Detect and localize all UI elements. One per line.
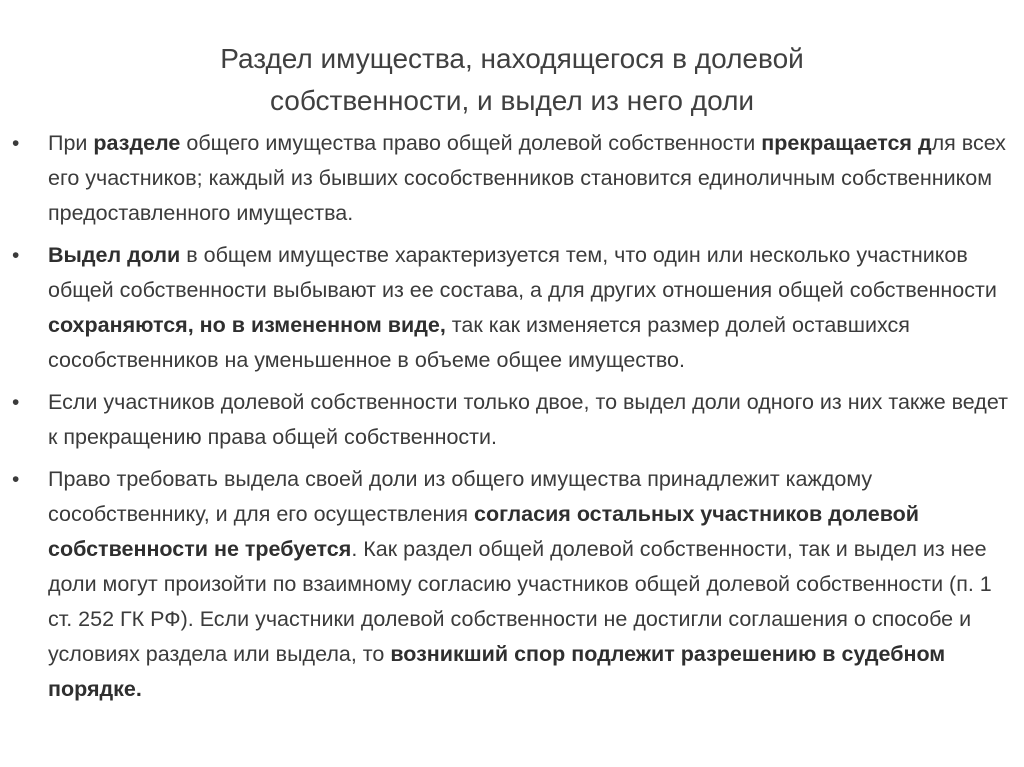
bullet-dot-icon: • <box>12 468 20 491</box>
bullet-two-participants <box>8 385 1012 455</box>
bullet-share-allocation <box>8 238 1012 378</box>
text-run: . Как раздел общей долевой собственности, так и выдел из нее доли могут произойти по взаимному согласию участников общей долевой собственности (п. 1 ст. 252 ГК РФ). Если участники долевой собственности не достигли соглашения о способе и условиях раздела или выдела, то <box>48 537 992 666</box>
text-run: Право требовать выдела своей доли из общего имущества принадлежит каждому сособственнику, и для его осуществления <box>48 467 873 526</box>
text-run-bold: разделе <box>93 131 181 155</box>
bullet-text <box>48 390 1008 449</box>
bullet-list <box>8 126 1012 714</box>
text-run-bold: согласия остальных участников долевой собственности не требуется <box>48 502 920 561</box>
bullet-dot-icon: • <box>12 391 20 414</box>
text-run-bold: Выдел доли <box>48 243 181 267</box>
title-line-1: Раздел имущества, находящегося в долевой <box>220 43 804 74</box>
bullet-dot-icon: • <box>12 132 20 155</box>
bullet-dot-icon: • <box>12 244 20 267</box>
bullet-text <box>48 467 992 701</box>
text-run: При <box>48 131 94 155</box>
text-run-bold: прекращается д <box>761 131 932 155</box>
slide-title <box>80 38 944 122</box>
bullet-text <box>48 243 997 372</box>
title-line-2: собственности, и выдел из него доли <box>269 85 755 116</box>
text-run: ля всех его участников; каждый из бывших сособственников становится единоличным собственником предоставленного имущества. <box>48 131 1006 225</box>
text-run-bold: сохраняются, но в измененном виде, <box>48 313 446 337</box>
text-run: общего имущества право общей долевой собственности <box>180 131 762 155</box>
bullet-partition <box>8 126 1012 231</box>
text-run: в общем имуществе характеризуется тем, что один или несколько участников общей собственности выбывают из ее состава, а для других отношения общей собственности <box>48 243 997 302</box>
text-run-bold: возникший спор подлежит разрешению в судебном порядке. <box>48 642 946 701</box>
text-run: Если участников долевой собственности только двое, то выдел доли одного из них также ведет к прекращению права общей собственности. <box>48 390 1008 449</box>
bullet-right-to-demand <box>8 462 1012 707</box>
bullet-text <box>48 131 1006 225</box>
text-run: так как изменяется размер долей оставшихся сособственников на уменьшенное в объеме общее имущество. <box>48 313 910 372</box>
